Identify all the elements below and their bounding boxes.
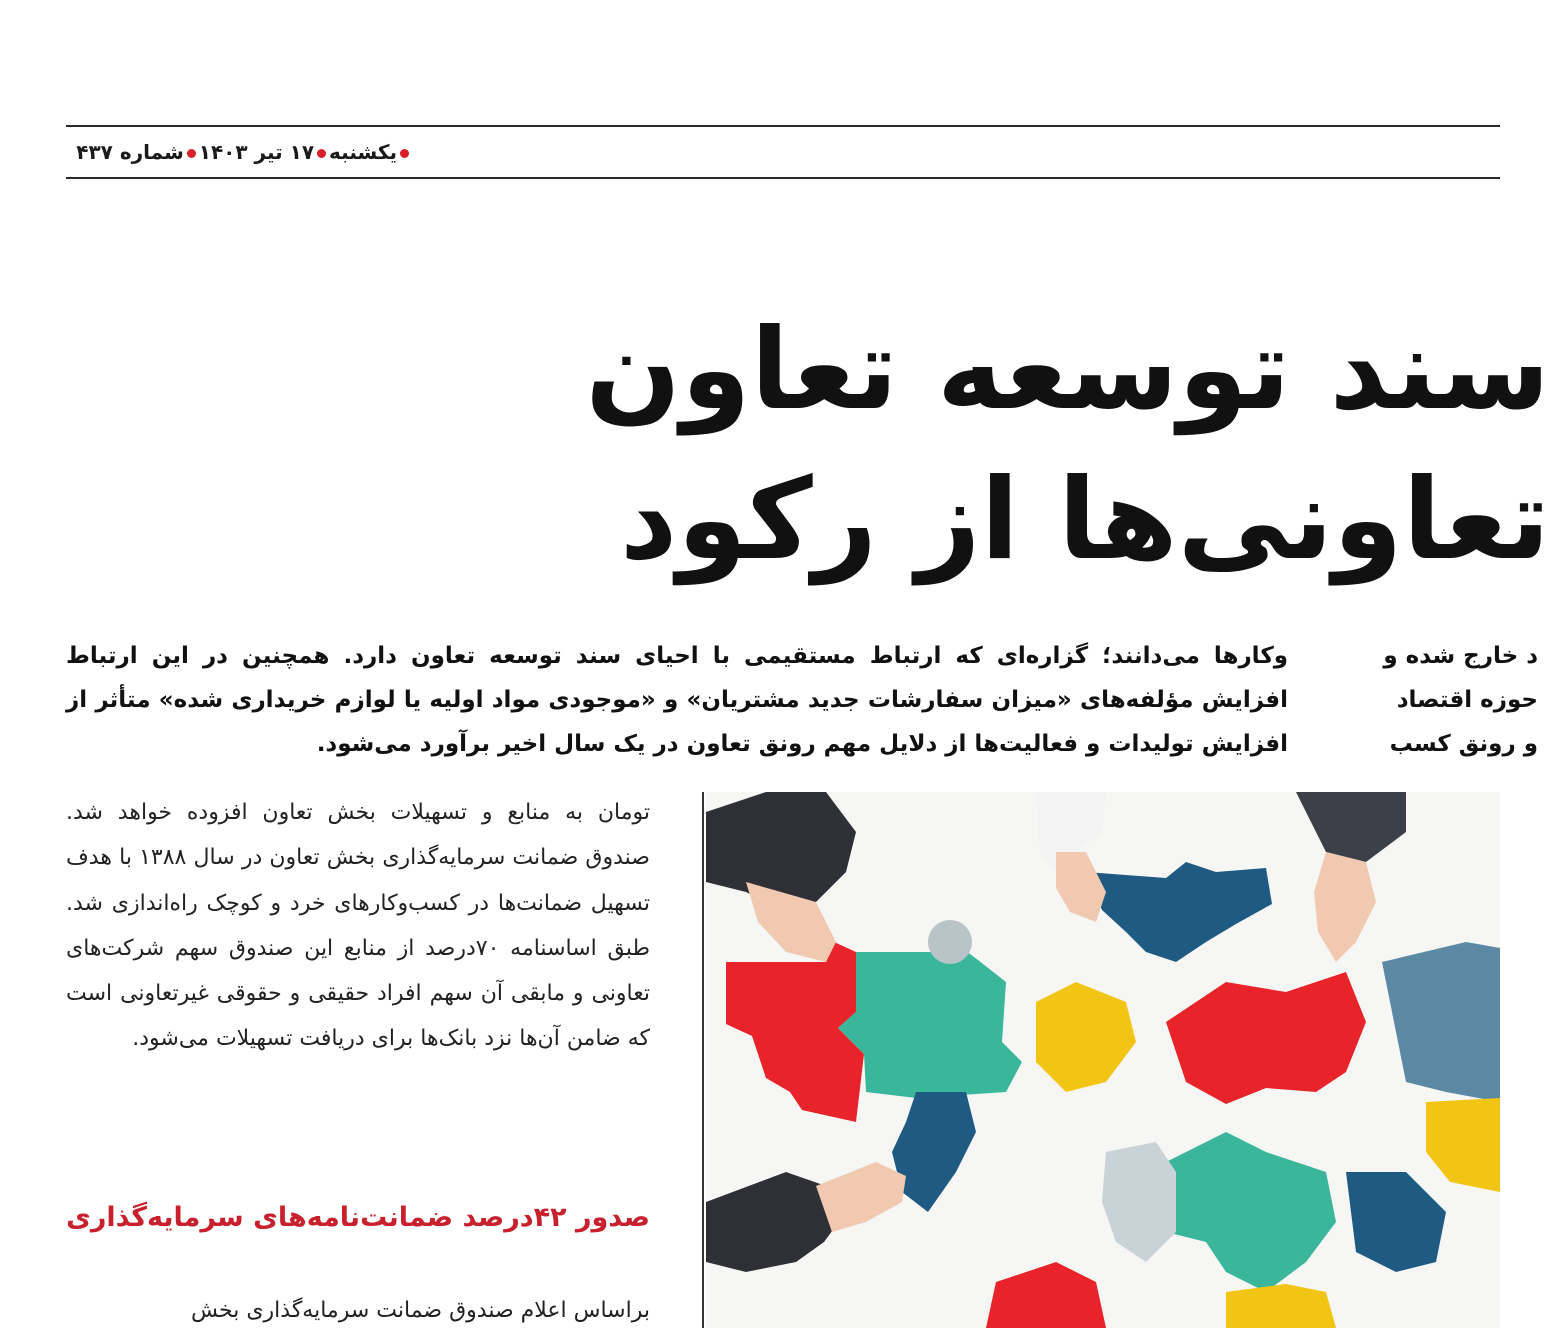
body-paragraph-2: براساس اعلام صندوق ضمانت سرمایه‌گذاری بخش — [190, 1298, 650, 1323]
puzzle-world-map-hands-icon — [706, 792, 1500, 1328]
headline-line-1: سند توسعه تعاون — [585, 305, 1550, 435]
dateline-issue: شماره ۴۳۷ — [76, 140, 184, 164]
lead-paragraph: وکارها می‌دانند؛ گزاره‌ای که ارتباط مستقیمی با احیای سند توسعه تعاون دارد. همچنین در این ارتباط افزایش مؤلفه‌های «میزان سفارشات جدید مشتریان» و «موجودی مواد اولیه یا لوازم خریداری شده» متأثر از افزایش تولیدات و فعالیت‌ها از دلایل مهم رونق تعاون در یک سال اخیر برآورد می‌شود. — [66, 643, 1288, 757]
lead-fragment-line: و رونق کسب — [1389, 731, 1538, 757]
bullet-dot-icon — [400, 149, 409, 158]
body-paragraph: تومان به منابع و تسهیلات بخش تعاون افزوده خواهد شد. صندوق ضمانت سرمایه‌گذاری بخش تعاون در سال ۱۳۸۸ با هدف تسهیل ضمانت‌ها در کسب‌وکارهای خرد و کوچک راه‌اندازی شد. طبق اساسنامه ۷۰درصد از منابع این صندوق سهم شرکت‌های تعاونی و مابقی آن سهم افراد حقیقی و حقوقی غیرتعاونی است که ضامن آن‌ها نزد بانک‌ها برای دریافت تسهیلات می‌شود. — [66, 800, 650, 1052]
lead-fragment-line: حوزه اقتصاد — [1396, 687, 1538, 713]
bullet-dot-icon — [187, 149, 196, 158]
dateline-day: یکشنبه — [329, 140, 397, 164]
section-subhead: صدور ۴۲درصد ضمانت‌نامه‌های سرمایه‌گذاری — [66, 1202, 650, 1233]
bottom-rule — [66, 177, 1500, 179]
dateline-date: ۱۷ تیر ۱۴۰۳ — [198, 140, 315, 164]
lead-fragment-column — [1338, 634, 1538, 766]
dateline — [66, 136, 412, 168]
lead-fragment-line: د خارج شده و — [1383, 643, 1538, 669]
top-rule — [66, 125, 1500, 127]
column-divider — [702, 792, 704, 1328]
article-photo — [706, 792, 1500, 1328]
headline-line-2: تعاونی‌ها از رکود — [619, 455, 1550, 585]
bullet-dot-icon — [317, 149, 326, 158]
